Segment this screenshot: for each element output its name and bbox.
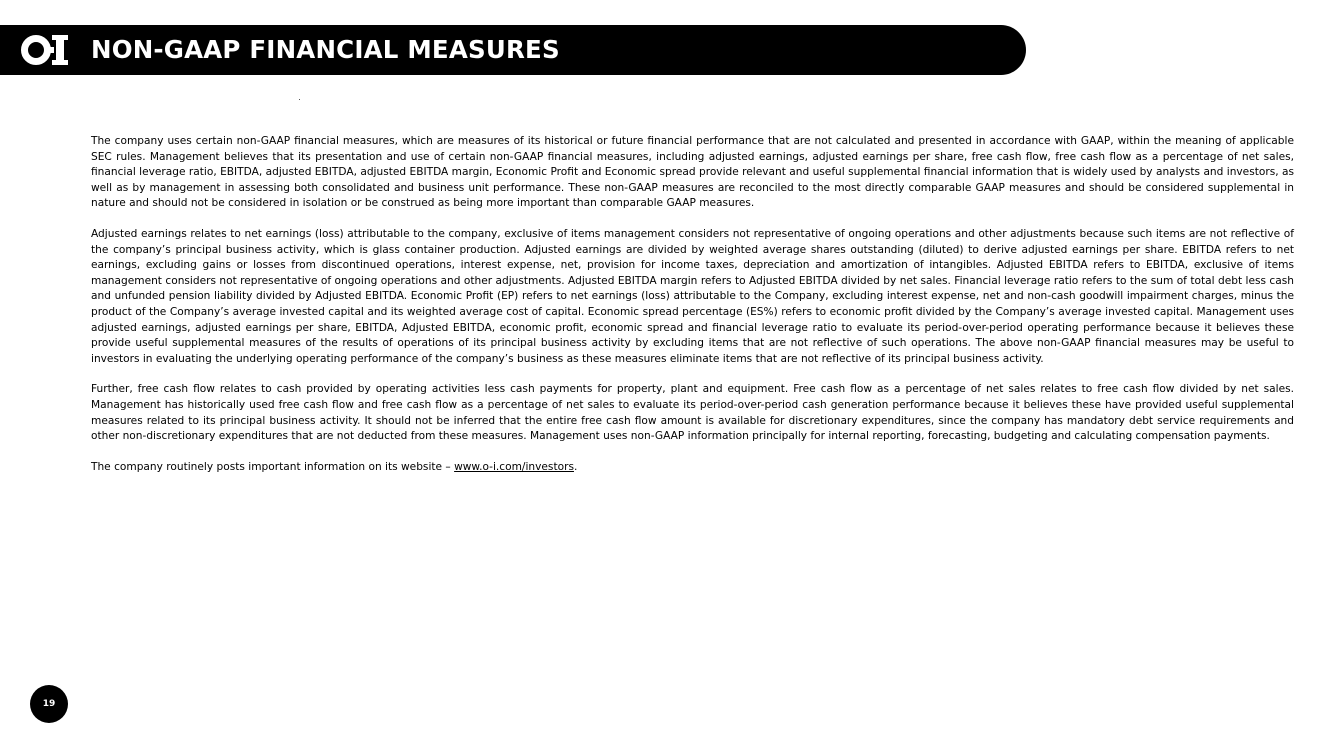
website-note-suffix: . — [573, 460, 578, 473]
paragraph-free-cash-flow: Further, free cash flow relates to cash provided by operating activities less cash payments for property, plant and equipment. Free cash flow as a percentage of net sales relates to free cash flow divided by net sales. Management has historically used free cash flow and free cash flow as a percentage of net sales to evaluate its period-over-period cash generation performance because it believes these have provided useful supplemental measures related to its principal business activity. It should not be inferred that the entire free cash flow amount is available for discretionary expenditures, since the company has mandatory debt service requirements and other non-discretionary expenditures that are not deducted from these measures. Management uses non-GAAP information principally for internal reporting, forecasting, budgeting and calculating compensation payments. — [91, 383, 1294, 443]
page-number-badge: 19 — [30, 685, 68, 723]
investors-website-link[interactable]: www.o-i.com/investors — [454, 460, 574, 473]
paragraph-non-gaap-intro: The company uses certain non-GAAP financial measures, which are measures of its historical or future financial performance that are not calculated and presented in accordance with GAAP, within the meaning of applicable SEC rules. Management believes that its presentation and use of certain non-GAAP financial measures, including adjusted earnings, adjusted earnings per share, free cash flow, free cash flow as a percentage of net sales, financial leverage ratio, EBITDA, adjusted EBITDA, adjusted EBITDA margin, Economic Profit and Economic spread provide relevant and useful supplemental financial information that is widely used by analysts and investors, as well as by management in assessing both consolidated and business unit performance. These non-GAAP measures are reconciled to the most directly comparable GAAP measures and should be considered supplemental in nature and should not be considered in isolation or be construed as being more important than comparable GAAP measures. — [91, 135, 1294, 210]
paragraph-adjusted-earnings: Adjusted earnings relates to net earnings (loss) attributable to the company, exclusive of items management considers not representative of ongoing operations and other adjustments because such items are not reflective of the company’s principal business activity, which is glass container production. Adjusted earnings are divided by weighted average shares outstanding (diluted) to derive adjusted earnings per share. EBITDA refers to net earnings, excluding gains or losses from discontinued operations, interest expense, net, provision for income taxes, depreciation and amortization of intangibles. Adjusted EBITDA refers to EBITDA, exclusive of items management considers not representative of ongoing operations and other adjustments. Adjusted EBITDA margin refers to Adjusted EBITDA divided by net sales. Financial leverage ratio refers to the sum of total debt less cash and unfunded pension liability divided by Adjusted EBITDA. Economic Profit (EP) refers to net earnings (loss) attributable to the Company, excluding interest expense, net and non-cash goodwill impairment charges, minus the product of the Company’s average invested capital and its weighted average cost of capital. Economic spread percentage (ES%) refers to economic profit divided by the Company’s average invested capital. Management uses adjusted earnings, adjusted earnings per share, EBITDA, Adjusted EBITDA, economic profit, economic spread and financial leverage ratio to evaluate its period-over-period operating performance because it believes these provide useful supplemental measures of the results of operations of its principal business activity by excluding items that are not reflective of such operations. The above non-GAAP financial measures may be useful to investors in evaluating the underlying operating performance of the company’s business as these measures eliminate items that are not reflective of its principal business activity. — [91, 227, 1294, 365]
o-i-logo — [20, 34, 72, 66]
page-title: NON-GAAP FINANCIAL MEASURES — [91, 35, 560, 64]
website-note-prefix: The company routinely posts important information on its website – — [91, 460, 455, 473]
stray-dot — [299, 99, 300, 100]
paragraph-website-note — [91, 460, 1294, 476]
body-text — [91, 134, 1294, 490]
